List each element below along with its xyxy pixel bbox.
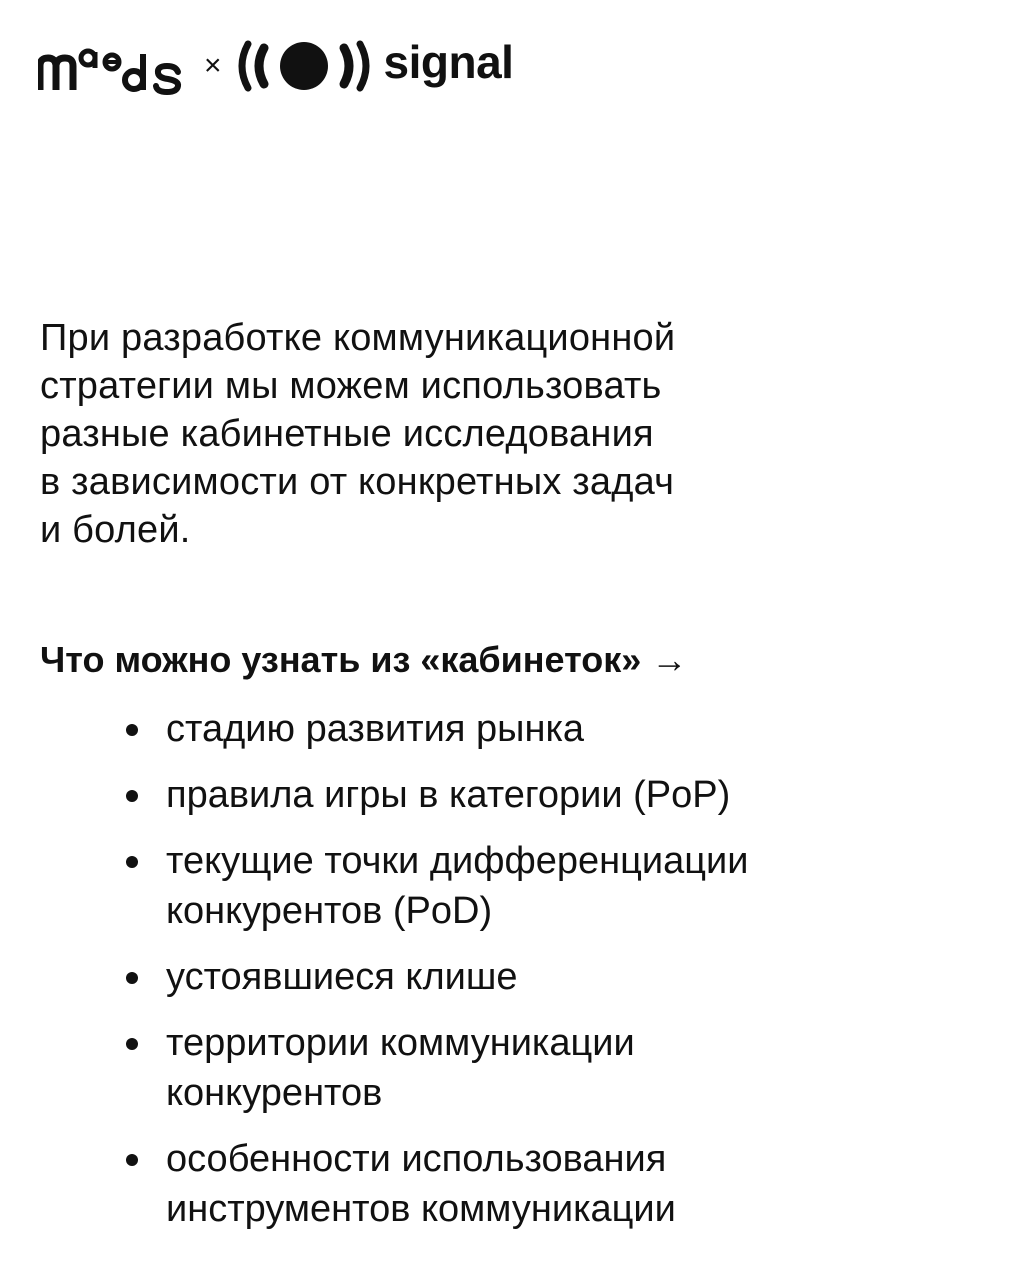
intro-line: При разработке коммуникационной xyxy=(40,317,676,359)
mads-logo xyxy=(38,36,188,96)
list-item xyxy=(122,952,982,1002)
intro-line: разные кабинетные исследования xyxy=(40,413,654,455)
intro-line: в зависимости от конкретных задач xyxy=(40,461,675,503)
intro-paragraph xyxy=(40,314,920,554)
bullet-icon xyxy=(126,1038,138,1050)
bullet-icon xyxy=(126,972,138,984)
header xyxy=(38,36,513,96)
list-item-text: текущие точки дифференциации xyxy=(166,840,749,882)
list-item xyxy=(122,836,982,936)
signal-logo-wordmark: signal xyxy=(383,36,514,88)
collab-separator: × xyxy=(204,49,222,82)
list-item-text: территории коммуникации xyxy=(166,1022,635,1064)
list-item-text: инструментов коммуникации xyxy=(166,1188,676,1230)
findings-list xyxy=(122,704,982,1250)
list-item xyxy=(122,1018,982,1118)
intro-line: и болей. xyxy=(40,509,191,551)
bullet-icon xyxy=(126,790,138,802)
section-title: Что можно узнать из «кабинеток» → xyxy=(40,639,688,680)
list-item xyxy=(122,704,982,754)
signal-logo-mark xyxy=(234,40,374,92)
bullet-icon xyxy=(126,1154,138,1166)
list-item-text: конкурентов (PoD) xyxy=(166,890,493,932)
bullet-icon xyxy=(126,856,138,868)
list-item-text: устоявшиеся клише xyxy=(166,956,518,998)
list-item xyxy=(122,770,982,820)
list-item-text: конкурентов xyxy=(166,1072,383,1114)
bullet-icon xyxy=(126,724,138,736)
intro-line: стратегии мы можем использовать xyxy=(40,365,662,407)
list-item-text: стадию развития рынка xyxy=(166,708,585,750)
list-item-text: правила игры в категории (PoP) xyxy=(166,774,731,816)
list-item xyxy=(122,1134,982,1234)
list-item-text: особенности использования xyxy=(166,1138,667,1180)
